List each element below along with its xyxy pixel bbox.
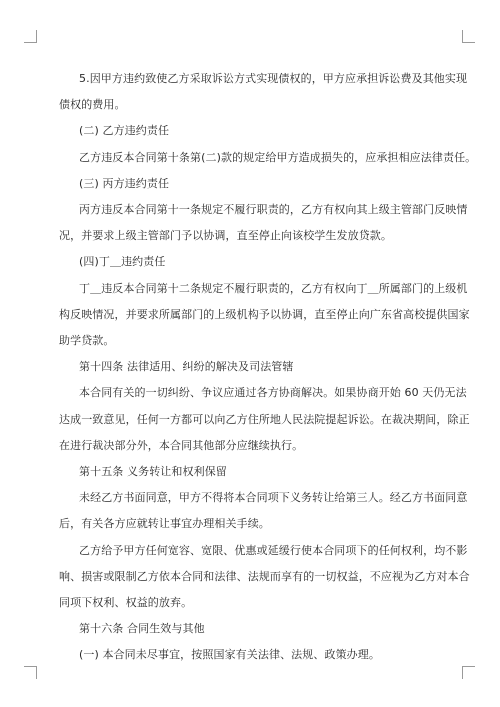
- text-line: 本合同有关的一切纠纷、争议应通过各方协商解决。如果协商开始 60 天仍无法: [79, 386, 467, 400]
- text-line: 后，有关各方应就转让事宜办理相关手续。: [59, 517, 270, 531]
- text-line: 丁＿违反本合同第十二条规定不履行职责的，乙方有权向丁＿所属部门的上级机: [79, 281, 468, 295]
- crop-mark-top-left: [24, 30, 37, 43]
- crop-mark-top-right: [462, 30, 475, 43]
- text-line: 同项下权利、权益的放弃。: [59, 596, 193, 610]
- text-line: 达成一致意见，任何一方都可以向乙方住所地人民法院提起诉讼。在裁决期间，除正: [59, 412, 470, 426]
- text-line: 况，并要求上级主管部门予以协调，直至停止向该校学生发放贷款。: [59, 229, 392, 243]
- article-heading: 第十六条 合同生效与其他: [79, 622, 205, 636]
- text-line: 构反映情况，并要求所属部门的上级机构予以协调，直至停止向广东省高校提供国家: [59, 307, 470, 321]
- article-heading: 第十四条 法律适用、纠纷的解决及司法管辖: [79, 360, 294, 374]
- text-line: 乙方给予甲方任何宽容、宽限、优惠或延缓行使本合同项下的任何权利，均不影: [79, 543, 468, 557]
- text-line: 未经乙方书面同意，甲方不得将本合同项下义务转让给第三人。经乙方书面同意: [79, 491, 468, 505]
- section-heading: (四)丁＿违约责任: [79, 255, 166, 269]
- text-line: 乙方违反本合同第十条第(二)款的规定给甲方造成损失的，应承担相应法律责任。: [79, 150, 477, 164]
- text-line: 助学贷款。: [59, 334, 115, 348]
- text-line: 响、损害或限制乙方依本合同和法律、法规而享有的一切权益，不应视为乙方对本合: [59, 569, 470, 583]
- section-heading: (三) 丙方违约责任: [79, 176, 170, 190]
- crop-mark-bottom-left: [24, 666, 37, 679]
- crop-mark-bottom-right: [462, 666, 475, 679]
- text-line: 5.因甲方违约致使乙方采取诉讼方式实现债权的，甲方应承担诉讼费及其他实现: [79, 72, 468, 85]
- article-heading: 第十五条 义务转让和权利保留: [79, 465, 227, 479]
- text-line: 在进行裁决部分外，本合同其他部分应继续执行。: [59, 438, 304, 452]
- section-heading: (二) 乙方违约责任: [79, 124, 170, 138]
- text-line: (一) 本合同未尽事宜，按照国家有关法律、法规、政策办理。: [79, 648, 380, 662]
- text-line: 债权的费用。: [59, 98, 126, 112]
- text-line: 丙方违反本合同第十一条规定不履行职责的，乙方有权向其上级主管部门反映情: [79, 203, 468, 217]
- document-body: [59, 66, 477, 669]
